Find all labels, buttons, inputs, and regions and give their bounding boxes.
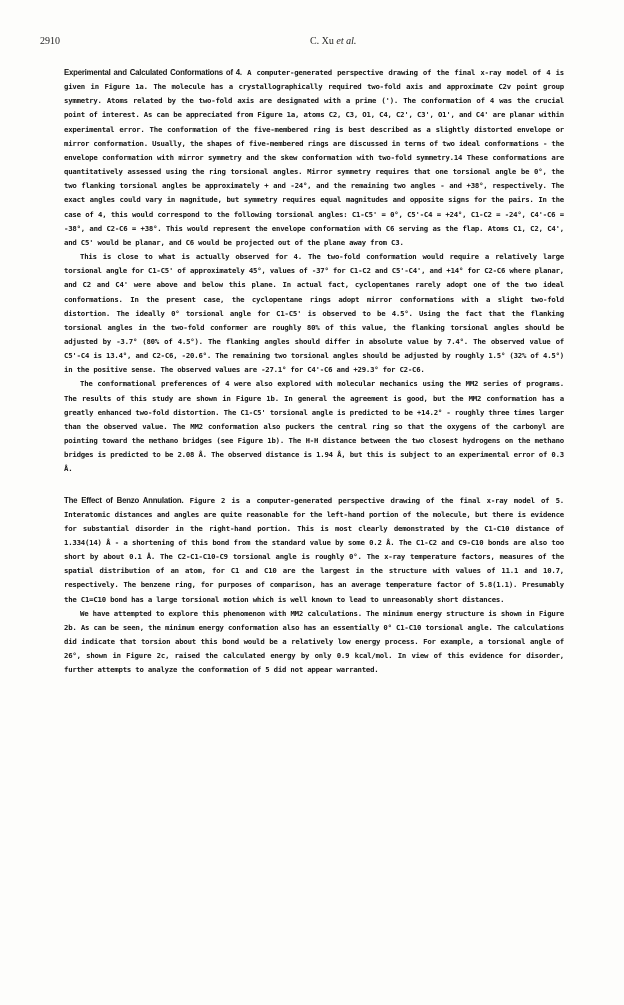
paragraph-conformations-of-4 — [64, 66, 564, 250]
author-etal: et al. — [336, 36, 357, 47]
paragraph-text: A computer-generated perspective drawing of the final x-ray model of 4 is given in Figure 1a. The molecule has a crystallographically required two-fold axis and approximate C2v point group symmetry. Atoms related by the two-fold axis are designated with a prime ('). The conformation of 4 was the crucial point of interest. As can be appreciated from Figure 1a, atoms C2, C3, O1, C4, C2', C3', O1', and C4' are planar within experimental error. The conformation of the five-membered ring is best described as a slightly distorted envelope or mirror conformation. Usually, the shapes of five-membered rings are discussed in terms of two ideal conformations - the envelope conformation with mirror symmetry and the skew conformation with two-fold symmetry.14 These conformations are quantitatively assessed using the ring torsional angles. Mirror symmetry requires that one torsional angle be 0°, the two flanking torsional angles be approximately + and -24°, and the remaining two angles - and +38°, respectively. The exact angles could vary in magnitude, but symmetry requires equal magnitudes and opposite signs for the pairs. In the case of 4, this would correspond to the following torsional angles: C1-C5' = 0°, C5'-C4 = +24°, C1-C2 = -24°, C4'-C6 = -38°, and C2-C6 = +38°. This would represent the envelope conformation with C6 serving as the flap. Atoms C1, C2, C4', and C5' would be planar, and C6 would be projected out of the plane away from C3. — [64, 68, 564, 247]
author-line — [310, 36, 356, 47]
paragraph-benzo-annulation — [64, 494, 564, 607]
page-number: 2910 — [40, 36, 60, 47]
paragraph-observed-conformation — [64, 250, 564, 377]
paragraph-mm2-exploration — [64, 607, 564, 678]
paragraph-text: We have attempted to explore this phenomenon with MM2 calculations. The minimum energy structure is shown in Figure 2b. As can be seen, the minimum energy conformation also has an essentially 0° C1-C10 torsional angle. The calculations did indicate that torsion about this bond would be a relatively low energy process. For example, a torsional angle of 26°, shown in Figure 2c, raised the calculated energy by only 0.9 kcal/mol. In view of this evidence for disorder, further attempts to analyze the conformation of 5 did not appear warranted. — [64, 608, 564, 675]
paragraph-text: This is close to what is actually observed for 4. The two-fold conformation would require a relatively large torsional angle for C1-C5' of approximately 45°, values of -37° for C1-C2 and C5'-C4', and +14° for C2-C6 where planar, and C2 and C4' were above and below this plane. In actual fact, cyclopentanes rarely adopt one of the two ideal conformations. In the present case, the cyclopentane rings adopt mirror conformations with a slight two-fold distortion. The ideally 0° torsional angle for C1-C5' is observed to be 4.5°. Using the fact that the flanking torsional angles in the two-fold conformer are roughly 80% of this value, the flanking torsional angles should be adjusted by -3.7° (80% of 4.5°). The flanking angles should differ in absolute value by 7.4°. The observed value of C5'-C4 is 13.4°, and C2-C6, -20.6°. The remaining two torsional angles should be adjusted by roughly 1.5° (32% of 4.5°) in the positive sense. The observed values are -27.1° for C4'-C6 and +29.3° for C2-C6. — [64, 252, 564, 375]
paragraph-text: The conformational preferences of 4 were also explored with molecular mechanics using the MM2 series of programs. The results of this study are shown in Figure 1b. In general the agreement is good, but the MM2 conformation has a greatly enhanced two-fold distortion. The C1-C5' torsional angle is predicted to be +14.2° - roughly three times larger than the observed value. The MM2 conformation also puckers the central ring so that the oxygens of the carbonyl are pointing toward the methano bridges (see Figure 1b). The H-H distance between the two closest hydrogens on the methano bridges is predicted to be 2.08 Å. The observed distance is 1.94 Å, but this is subject to an experimental error of 0.3 Å. — [64, 379, 564, 474]
paragraph-mm2-results — [64, 377, 564, 476]
section-heading-benzo: The Effect of Benzo Annulation. — [64, 495, 184, 505]
author-name: C. Xu — [310, 36, 334, 47]
article-body — [64, 66, 564, 678]
paragraph-text: Figure 2 is a computer-generated perspective drawing of the final x-ray model of 5. Interatomic distances and angles are quite reasonable for the left-hand portion of the molecule, but there is evidence for substantial disorder in the right-hand portion. This is most clearly demonstrated by the C1-C10 distance of 1.334(14) Å - a shortening of this bond from the standard value by some 0.2 Å. The C1-C2 and C9-C10 bonds are also too short by about 0.1 Å. The C2-C1-C10-C9 torsional angle is roughly 0°. The x-ray temperature factors, measures of the spatial distribution of an atom, for C1 and C10 are the largest in the structure with values of 11.1 and 10.7, respectively. The benzene ring, for purposes of comparison, has an average temperature factor of 5.8(1.1). Presumably the C1=C10 bond has a large torsional motion which is well known to lead to unreasonably short distances. — [64, 495, 564, 604]
section-heading-conformations: Experimental and Calculated Conformations of 4. — [64, 68, 242, 77]
